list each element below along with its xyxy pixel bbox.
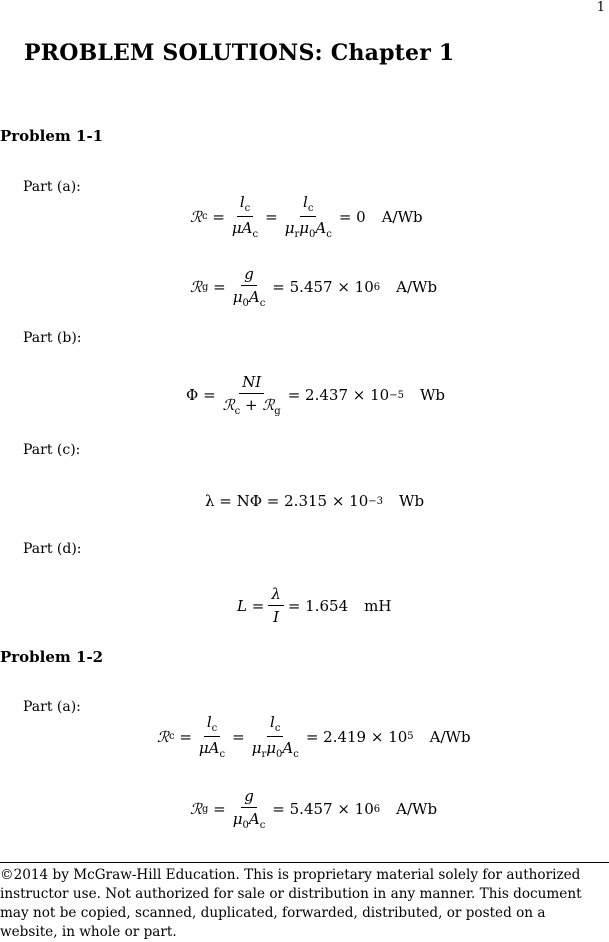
page-number: 1 xyxy=(596,0,605,15)
p1-1-inductance-equation: L = $\frac{\lambda}{I}$ = 1.654 mH xyxy=(237,585,392,626)
exponent: −5 xyxy=(389,389,404,401)
p1-1-b-result: = 2.437 × 10 xyxy=(287,386,390,404)
p1-1-part-a-label: Part (a): xyxy=(23,179,81,195)
unit-mh: mH xyxy=(364,596,392,615)
unit-a-per-wb: A/Wb xyxy=(396,800,438,818)
p1-2-a2-result: = 5.457 × 10 xyxy=(272,800,374,818)
exponent: 6 xyxy=(373,281,381,293)
p1-1-d-result: = 1.654 xyxy=(287,596,349,615)
p1-2-reluctance-core-equation: ℛ c = $\frac{l_c}{\mu A_c}$ = $\frac{l_c}{\mu_r\mu_0A_c}$ = 2.419 × 10 5 A/Wb xyxy=(157,713,471,760)
p1-1-reluctance-gap-equation: ℛ g = $\frac{g}{\mu_0A_c}$ = 5.457 × 10 6 A/Wb xyxy=(190,265,438,309)
exponent: 6 xyxy=(373,803,381,815)
problem-1-2-heading: Problem 1-2 xyxy=(0,648,104,666)
p1-2-a1-result: = 2.419 × 10 xyxy=(305,727,408,746)
p1-1-part-b-label: Part (b): xyxy=(23,330,82,346)
unit-a-per-wb: A/Wb xyxy=(429,727,471,746)
copyright-notice: ©2014 by McGraw-Hill Education. This is proprietary material solely for authorized instructor use. Not authorized for sale or distribution in any manner. This document may not be copied, scanned, duplicated, forwarded, distributed, or posted on a website, in whole or part. xyxy=(0,867,582,940)
p1-2-reluctance-gap-equation: ℛ g = $\frac{g}{\mu_0A_c}$ = 5.457 × 10 6 A/Wb xyxy=(190,787,438,831)
exponent: 5 xyxy=(407,731,414,742)
p1-1-reluctance-core-equation: ℛ c = $\frac{l_c}{\mu A_c}$ = $\frac{l_c}{\mu_r\mu_0A_c}$ = 0 A/Wb xyxy=(190,193,423,240)
p1-1-a1-result: = 0 xyxy=(338,207,366,226)
footer-divider xyxy=(0,862,609,863)
p1-1-a2-result: = 5.457 × 10 xyxy=(272,278,374,296)
unit-a-per-wb: A/Wb xyxy=(381,207,423,226)
problem-1-1-heading: Problem 1-1 xyxy=(0,127,104,145)
unit-wb: Wb xyxy=(419,386,445,404)
page-title: PROBLEM SOLUTIONS: Chapter 1 xyxy=(24,40,455,66)
p1-2-part-a-label: Part (a): xyxy=(23,699,81,715)
unit-wb: Wb xyxy=(399,492,425,510)
p1-1-part-c-label: Part (c): xyxy=(23,442,81,458)
p1-1-c-result: λ = NΦ = 2.315 × 10 xyxy=(205,492,369,510)
exponent: −3 xyxy=(368,495,384,507)
p1-1-part-d-label: Part (d): xyxy=(23,541,82,557)
unit-a-per-wb: A/Wb xyxy=(396,278,438,296)
p1-1-flux-equation: Φ = $\frac{NI}{ℛ_c + ℛ_g}$ = 2.437 × 10 −5 Wb xyxy=(186,373,445,417)
p1-1-flux-linkage-equation xyxy=(205,492,424,510)
